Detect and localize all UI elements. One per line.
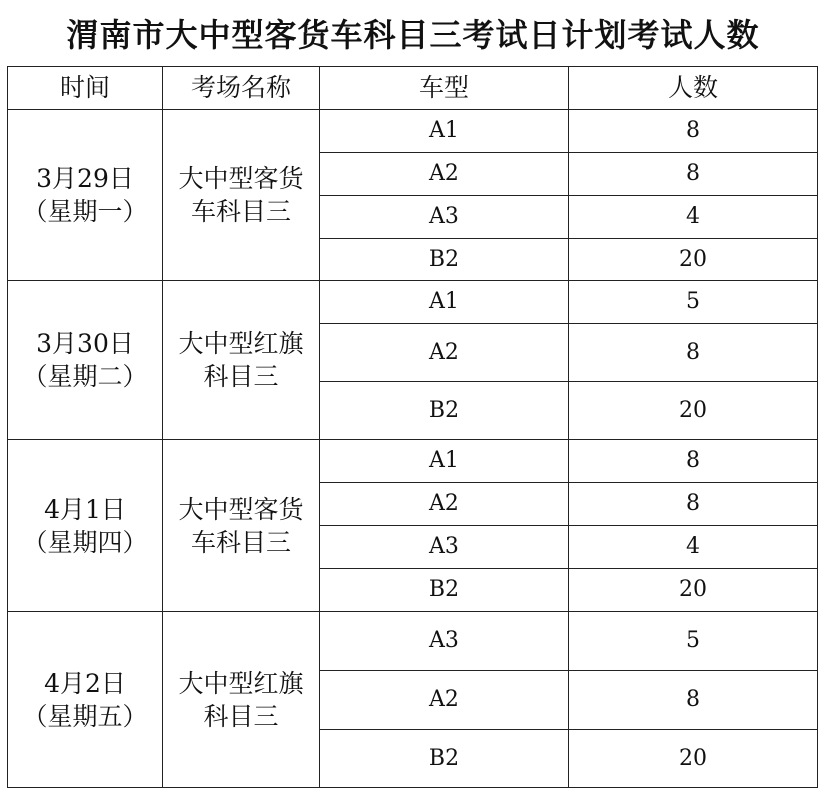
- count-cell: 8: [569, 483, 818, 526]
- venue-line: 大中型红旗: [178, 329, 304, 358]
- count-cell: 5: [569, 281, 818, 324]
- vehicle-type-cell: A1: [320, 110, 569, 153]
- header-vehicle-type: 车型: [320, 67, 569, 110]
- weekday-text: （星期二）: [22, 362, 148, 391]
- vehicle-type-cell: B2: [320, 239, 569, 281]
- venue-cell: [163, 612, 320, 788]
- count-cell: 20: [569, 382, 818, 440]
- date-text: 3月29日: [36, 164, 134, 193]
- table-row: [8, 281, 818, 324]
- count-cell: 8: [569, 324, 818, 382]
- count-cell: 20: [569, 569, 818, 612]
- vehicle-type-cell: A2: [320, 483, 569, 526]
- date-text: 3月30日: [36, 329, 134, 358]
- count-cell: 20: [569, 239, 818, 281]
- venue-line: 车科目三: [190, 527, 291, 557]
- venue-line: 科目三: [203, 701, 279, 731]
- table-header-row: [8, 67, 818, 110]
- venue-line: 车科目三: [190, 197, 291, 226]
- count-cell: 8: [569, 110, 818, 153]
- count-cell: 5: [569, 612, 818, 671]
- date-cell: [8, 612, 163, 788]
- page-title: 渭南市大中型客货车科目三考试日计划考试人数: [66, 16, 760, 54]
- vehicle-type-cell: A3: [320, 526, 569, 569]
- count-cell: 8: [569, 671, 818, 730]
- vehicle-type-cell: A1: [320, 281, 569, 324]
- date-text: 4月1日: [44, 494, 126, 524]
- venue-cell: [163, 281, 320, 440]
- vehicle-type-cell: A2: [320, 324, 569, 382]
- vehicle-type-cell: B2: [320, 382, 569, 440]
- count-cell: 20: [569, 730, 818, 788]
- table-row: [8, 440, 818, 483]
- venue-cell: [163, 440, 320, 612]
- venue-line: 科目三: [203, 362, 279, 391]
- weekday-text: （星期五）: [22, 701, 148, 731]
- date-cell: [8, 110, 163, 281]
- table-row: [8, 612, 818, 671]
- date-cell: [8, 440, 163, 612]
- table-row: [8, 110, 818, 153]
- weekday-text: （星期一）: [22, 197, 148, 226]
- header-count: 人数: [569, 67, 818, 110]
- venue-line: 大中型客货: [178, 494, 304, 524]
- vehicle-type-cell: A2: [320, 153, 569, 196]
- count-cell: 8: [569, 440, 818, 483]
- count-cell: 8: [569, 153, 818, 196]
- date-text: 4月2日: [44, 668, 126, 698]
- vehicle-type-cell: A3: [320, 196, 569, 239]
- vehicle-type-cell: A2: [320, 671, 569, 730]
- vehicle-type-cell: A3: [320, 612, 569, 671]
- exam-schedule-table: [7, 66, 818, 788]
- header-venue: 考场名称: [163, 67, 320, 110]
- count-cell: 4: [569, 196, 818, 239]
- vehicle-type-cell: A1: [320, 440, 569, 483]
- venue-line: 大中型客货: [178, 164, 304, 193]
- venue-cell: [163, 110, 320, 281]
- venue-line: 大中型红旗: [178, 668, 304, 698]
- weekday-text: （星期四）: [22, 527, 148, 557]
- count-cell: 4: [569, 526, 818, 569]
- date-cell: [8, 281, 163, 440]
- vehicle-type-cell: B2: [320, 569, 569, 612]
- vehicle-type-cell: B2: [320, 730, 569, 788]
- header-time: 时间: [8, 67, 163, 110]
